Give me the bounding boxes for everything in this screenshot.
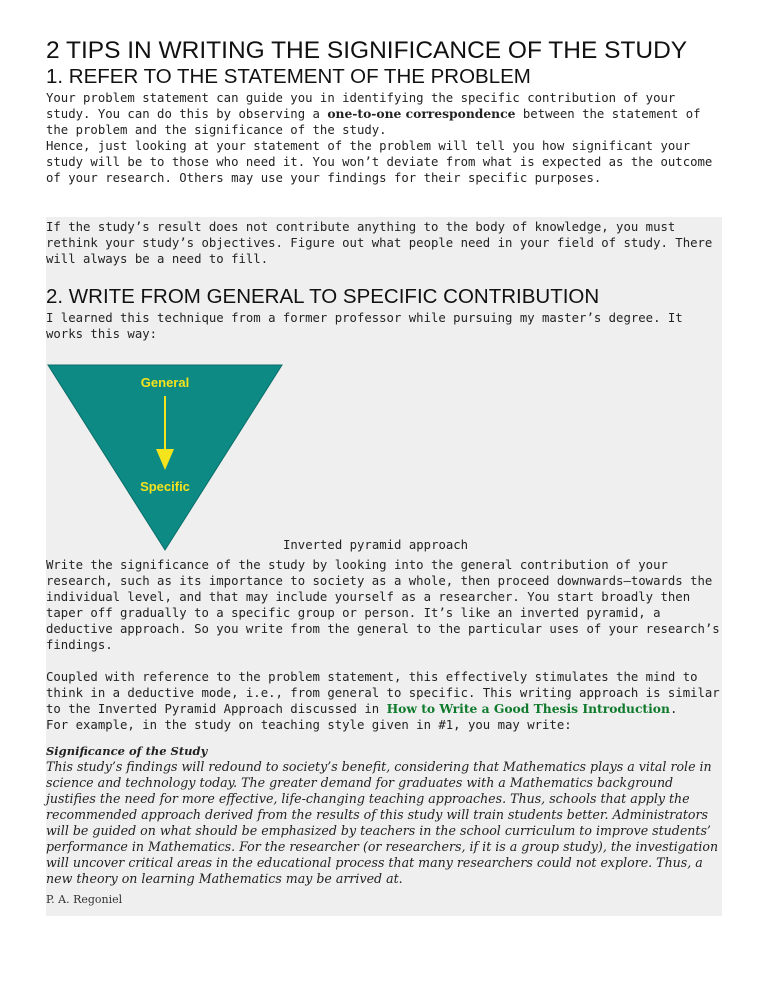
section2-paragraph-1: I learned this technique from a former professor while pursuing my master’s degree. It works this way: (46, 311, 683, 341)
figure-caption: Inverted pyramid approach (283, 538, 469, 552)
section1-paragraph-2: Hence, just looking at your statement of the problem will tell you how significant your study will be to those who need it. You won’t deviate from what is expected as the outcome of your research. Others may use your findings for their specific purposes. (46, 139, 713, 185)
bold-phrase: one-to-one correspondence (327, 106, 516, 121)
gray-content-block (46, 217, 722, 916)
inverted-pyramid-figure (46, 363, 722, 553)
thesis-introduction-link[interactable]: How to Write a Good Thesis Introduction (386, 701, 670, 716)
section2-heading: 2. WRITE FROM GENERAL TO SPECIFIC CONTRIBUTION (46, 285, 600, 308)
section1-paragraph-3: If the study’s result does not contribute anything to the body of knowledge, you must rethink your study’s objectives. Figure out what people need in your field of study. There will always be a need to fill. (46, 220, 713, 266)
general-label: General (140, 375, 190, 390)
document-page (46, 38, 722, 916)
author-name: P. A. Regoniel (46, 893, 123, 906)
example-heading: Significance of the Study (46, 744, 208, 758)
page-title: 2 TIPS IN WRITING THE SIGNIFICANCE OF THE STUDY (46, 37, 688, 64)
section2-paragraph-2: Write the significance of the study by looking into the general contribution of your research, such as its importance to society as a whole, then proceed downwards—towards the individual level, and that may include yourself as a researcher. You start broadly then taper off gradually to a specific group or person. It’s like an inverted pyramid, a deductive approach. So you write from the general to the particular uses of your research’s findings. (46, 558, 720, 652)
section2-paragraph-3: Coupled with reference to the problem statement, this effectively stimulates the mind to think in a deductive mode, i.e., from general to specific. This writing approach is similar to the Inverted Pyramid Approach discussed in How to Write a Good Thesis Introduction. (46, 670, 720, 716)
example-text: This study’s findings will redound to society’s benefit, considering that Mathematics plays a vital role in science and technology today. The greater demand for graduates with a Mathematics background justifies the need for more effective, life-changing teaching approaches. Thus, schools that apply the recommended approach derived from the results of this study will train students better. Administrators will be guided on what should be emphasized by teachers in the school curriculum to improve students’ performance in Mathematics. For the researcher (or researchers, if it is a group study), the investigation will uncover critical areas in the educational process that many researchers could not explore. Thus, a new theory on learning Mathematics may be arrived at. (46, 759, 719, 886)
section1-heading: 1. REFER TO THE STATEMENT OF THE PROBLEM (46, 65, 531, 88)
section2-paragraph-4: For example, in the study on teaching style given in #1, you may write: (46, 718, 572, 732)
inverted-pyramid-image (46, 363, 284, 553)
specific-label: Specific (140, 479, 190, 494)
section1-paragraph-1: Your problem statement can guide you in identifying the specific contribution of your study. You can do this by observing a one-to-one correspondence between the statement of the problem and the significance of the study. (46, 91, 701, 137)
